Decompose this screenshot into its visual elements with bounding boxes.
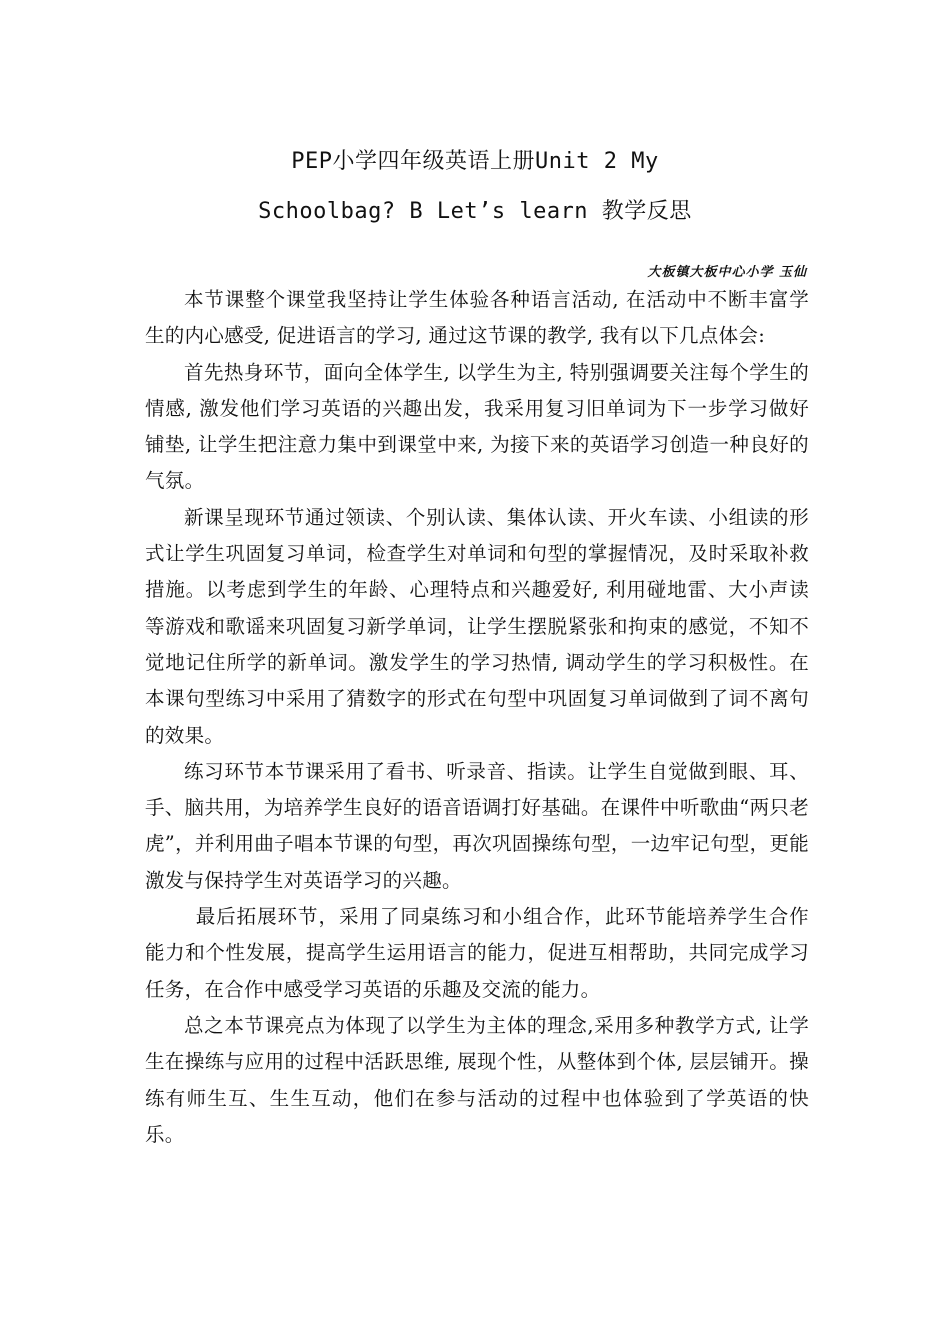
- author-byline: 大板镇大板中心小学 玉仙: [647, 265, 807, 280]
- paragraph-practice: 练习环节本节课采用了看书、听录音、指读。让学生自觉做到眼、耳、手、脑共用，为培养学生良好的语音语调打好基础。在课件中听歌曲“两只老虎”，并利用曲子唱本节课的句型，再次巩固操练句型，一边牢记句型，更能激发与保持学生对英语学习的兴趣。: [145, 759, 809, 892]
- paragraph-intro: 本节课整个课堂我坚持让学生体验各种语言活动, 在活动中不断丰富学生的内心感受, 促进语言的学习, 通过这节课的教学, 我有以下几点体会:: [145, 288, 809, 348]
- document-title-line-2: Schoolbag? B Let’s learn 教学反思: [258, 199, 692, 224]
- paragraph-extension: 最后拓展环节，采用了同桌练习和小组合作，此环节能培养学生合作能力和个性发展，提高学生运用语言的能力，促进互相帮助，共同完成学习任务，在合作中感受学习英语的乐趣及交流的能力。: [145, 905, 809, 1001]
- paragraph-summary: 总之本节课亮点为体现了以学生为主体的理念,采用多种教学方式, 让学生在操练与应用的过程中活跃思维, 展现个性，从整体到个体, 层层铺开。操练有师生互、生生互动，他们在参与活动的过程中也体验到了学英语的快乐。: [145, 1013, 809, 1146]
- paragraph-presentation: 新课呈现环节通过领读、个别认读、集体认读、开火车读、小组读的形式让学生巩固复习单词，检查学生对单词和句型的掌握情况，及时采取补救措施。以考虑到学生的年龄、心理特点和兴趣爱好, 利用碰地雷、大小声读等游戏和歌谣来巩固复习新学单词，让学生摆脱紧张和拘束的感觉，不知不觉地记住所学的新单词。激发学生的学习热情, 调动学生的学习积极性。在本课句型练习中采用了猜数字的形式在句型中巩固复习单词做到了词不离句的效果。: [145, 505, 809, 747]
- paragraph-warmup: 首先热身环节，面向全体学生, 以学生为主, 特别强调要关注每个学生的情感, 激发他们学习英语的兴趣出发，我采用复习旧单词为下一步学习做好铺垫, 让学生把注意力集中到课堂中来, 为接下来的英语学习创造一种良好的气氛。: [145, 360, 809, 493]
- document-body: [145, 282, 809, 1153]
- document-title-line-1: PEP小学四年级英语上册Unit 2 My: [291, 149, 659, 174]
